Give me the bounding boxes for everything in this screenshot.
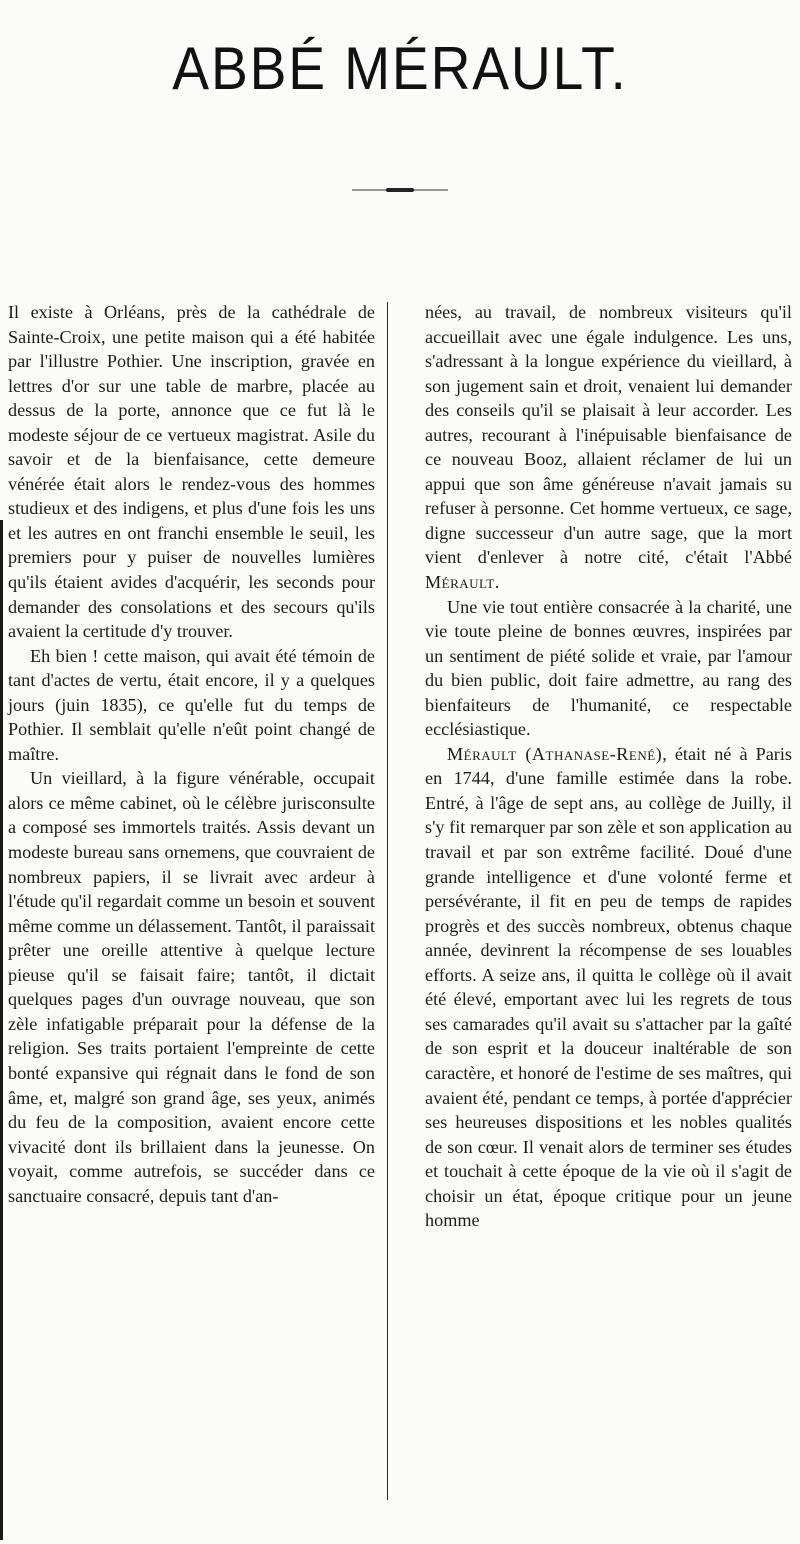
- left-column: [8, 300, 375, 1208]
- page-edge-shadow: [0, 520, 3, 1540]
- paragraph: Un vieillard, à la figure vénérable, occupait alors ce même cabinet, où le célèbre jurisconsulte a composé ses immortels traités. Assis devant un modeste bureau sans ornemens, que couvraient de nombreux papiers, il se livrait avec ardeur à l'étude qu'il regardait comme un besoin et souvent même comme un délassement. Tantôt, il paraissait prêter une oreille attentive à quelque lecture pieuse qu'il se faisait faire; tantôt, il dictait quelques pages d'un ouvrage nouveau, que son zèle infatigable préparait pour la défense de la religion. Ses traits portaient l'empreinte de cette bonté expansive qui régnait dans le fond de son âme, et, malgré son grand âge, ses yeux, animés du feu de la composition, avaient encore cette vivacité dont ils brillaient dans la jeunesse. On voyait, comme autrefois, se succéder dans ce sanctuaire consacré, depuis tant d'an-: [8, 768, 375, 1206]
- paragraph-text: , était né à Paris en 1744, d'une famille estimée dans la robe. Entré, à l'âge de sept ans, au collège de Juilly, il s'y fit remarquer par son zèle et son application au travail et par son extrême facilité. Doué d'une grande intelligence et d'une volonté ferme et persévérante, il fit en peu de temps de rapides progrès et des succès nombreux, obtenus chaque année, devinrent la récompense de ses louables efforts. A seize ans, il quitta le collège où il avait été élevé, emportant avec lui les regrets de tous ses camarades qu'il avait su s'attacher par la gaîté de son esprit et la douceur inaltérable de son caractère, et honoré de l'estime de ses maîtres, qui avaient été, pendant ce temps, à portée d'apprécier ses heureuses dispositions et les nobles qualités de son cœur. Il venait alors de terminer ses études et touchait à cette époque de la vie où il s'agit de choisir un état, époque critique pour un jeune homme: [425, 743, 792, 1231]
- column-divider: [387, 302, 388, 1500]
- paragraph: [425, 742, 792, 1233]
- right-column: [425, 300, 792, 1233]
- paragraph-text: nées, au travail, de nombreux visiteurs qu'il accueillait avec une égale indulgence. Les uns, s'adressant à la longue expérience du vieillard, à son jugement sain et droit, venaient lui demander des conseils qu'il se plaisait à leur accorder. Les autres, recourant à l'inépuisable bienfaisance de ce nouveau Booz, allaient réclamer de lui un appui que son âme généreuse n'avait jamais su refuser à personne. Cet homme vertueux, ce sage, digne successeur d'un autre sage, que la mort vient d'enlever à notre cité, c'était l'Abbé: [425, 302, 792, 568]
- name-smallcaps: Mérault (Athanase-René): [447, 743, 663, 764]
- paragraph: Eh bien ! cette maison, qui avait été témoin de tant d'actes de vertu, était encore, il y a quelques jours (juin 1835), ce qu'elle fut du temps de Pothier. Il semblait qu'elle n'eût point changé de maître.: [8, 645, 375, 764]
- ornament-rule: [352, 188, 448, 192]
- paragraph: [425, 300, 792, 595]
- name-smallcaps: Mérault: [425, 572, 495, 593]
- paragraph-end: .: [494, 572, 500, 593]
- paragraph: Il existe à Orléans, près de la cathédrale de Sainte-Croix, une petite maison qui a été habitée par l'illustre Pothier. Une inscription, gravée en lettres d'or sur une table de marbre, placée au dessus de la porte, annonce que ce fut là le modeste séjour de ce vertueux magistrat. Asile du savoir et de la bienfaisance, cette demeure vénérée était alors le rendez-vous des hommes studieux et des indigens, et plus d'une fois les uns et les autres en ont franchi ensemble le seuil, les premiers pour y puiser de nouvelles lumières qu'ils étaient avides d'acquérir, les seconds pour demander des consolations et des secours qu'ils avaient la certitude d'y trouver.: [8, 302, 375, 642]
- paragraph: Une vie tout entière consacrée à la charité, une vie toute pleine de bonnes œuvres, inspirées par un sentiment de piété solide et vraie, par l'amour du bien public, doit faire admettre, au rang des bienfaiteurs de l'humanité, ce respectable ecclésiastique.: [425, 596, 792, 740]
- page-title: ABBÉ MÉRAULT.: [172, 35, 628, 102]
